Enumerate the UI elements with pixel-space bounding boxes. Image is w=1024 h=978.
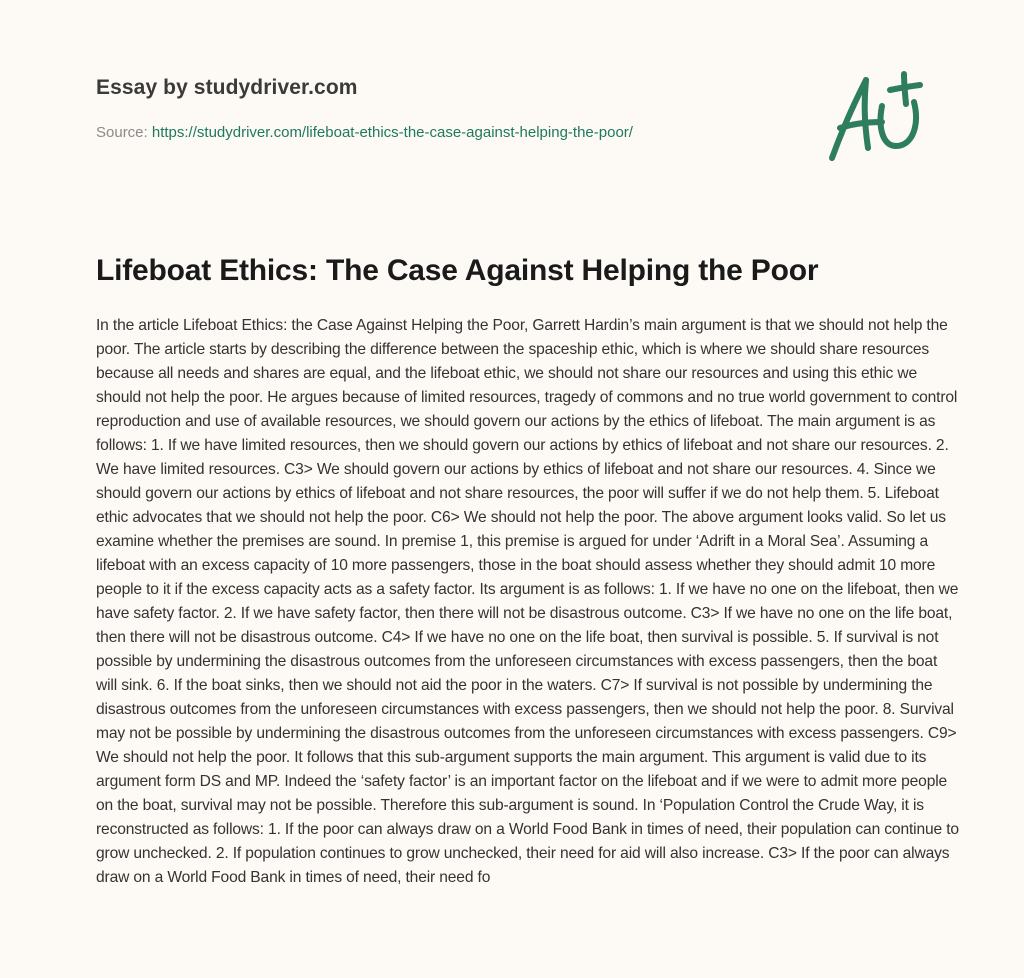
source-link[interactable]: https://studydriver.com/lifeboat-ethics-the-case-against-helping-the-poor/ xyxy=(151,124,633,141)
essay-header xyxy=(96,76,936,141)
article-body: In the article Lifeboat Ethics: the Case Against Helping the Poor, Garrett Hardin’s main argument is that we should not help the poor. The article starts by describing the difference between the spaceship ethic, which is where we should share resources because all needs and shares are equal, and the lifeboat ethic, we should not share our resources and using this ethic we should not help the poor. He argues because of limited resources, tragedy of commons and no true world government to control reproduction and use of available resources, we should govern our actions by the ethics of lifeboat. The main argument is as follows: 1. If we have limited resources, then we should govern our actions by ethics of lifeboat and not share our resources. 2. We have limited resources. C3> We should govern our actions by ethics of lifeboat and not share our resources. 4. Since we should govern our actions by ethics of lifeboat and not share resources, the poor will suffer if we do not help them. 5. Lifeboat ethic advocates that we should not help the poor. C6> We should not help the poor. The above argument looks valid. So let us examine whether the premises are sound. In premise 1, this premise is argued for under ‘Adrift in a Moral Sea’. Assuming a lifeboat with an excess capacity of 10 more passengers, those in the boat should assess whether they should admit 10 more people to it if the excess capacity acts as a safety factor. Its argument is as follows: 1. If we have no one on the lifeboat, then we have safety factor. 2. If we have safety factor, then there will not be disastrous outcome. C3> If we have no one on the life boat, then there will not be disastrous outcome. C4> If we have no one on the life boat, then survival is possible. 5. If survival is not possible by undermining the disastrous outcomes from the unforeseen circumstances with excess passengers, then the boat will sink. 6. If the boat sinks, then we should not aid the poor in the waters. C7> If survival is not possible by undermining the disastrous outcomes from the unforeseen circumstances with excess passengers, then we should not help the poor. 8. Survival may not be possible by undermining the disastrous outcomes from the unforeseen circumstances with excess passengers. C9> We should not help the poor. It follows that this sub-argument supports the main argument. This argument is valid due to its argument form DS and MP. Indeed the ‘safety factor’ is an important factor on the lifeboat and if we were to admit more people on the boat, survival may not be possible. Therefore this sub-argument is sound. In ‘Population Control the Crude Way, it is reconstructed as follows: 1. If the poor can always draw on a World Food Bank in times of need, their population can continue to grow unchecked. 2. If population continues to grow unchecked, their need for aid will also increase. C3> If the poor can always draw on a World Food Bank in times of need, their need fo xyxy=(96,317,959,886)
source-line xyxy=(96,124,633,141)
article-title: Lifeboat Ethics: The Case Against Helping the Poor xyxy=(96,254,819,287)
a-plus-grade-icon xyxy=(820,66,930,166)
brand-title: Essay by studydriver.com xyxy=(96,76,358,99)
source-label: Source: xyxy=(96,124,152,141)
